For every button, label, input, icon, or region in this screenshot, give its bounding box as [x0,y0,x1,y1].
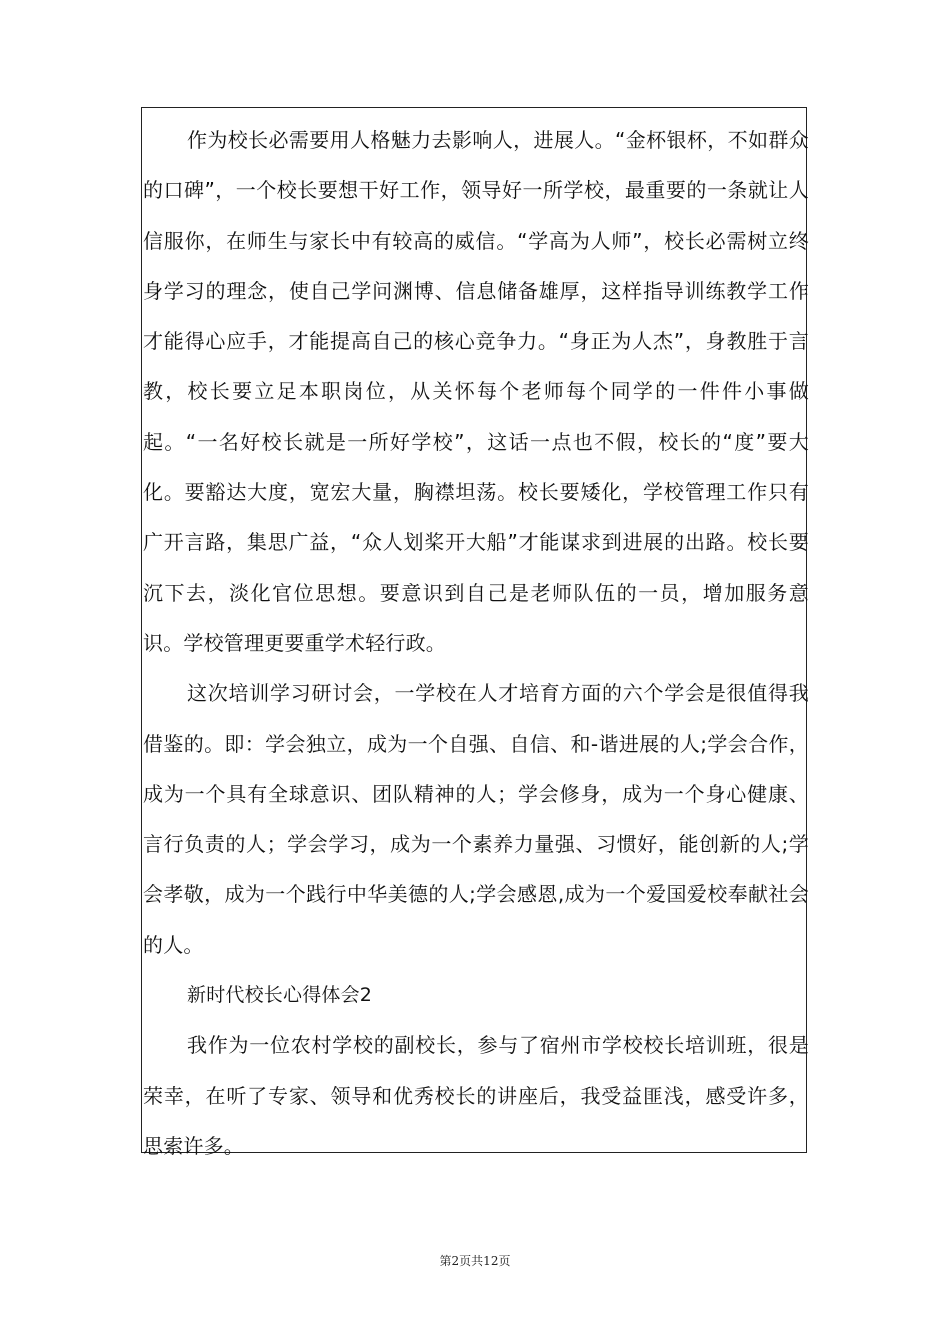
paragraph-principal-charisma: 作为校长必需要用人格魅力去影响人，进展人。“金杯银杯，不如群众的口碑”，一个校长要想干好工作，领导好一所学校，最重要的一条就让人信服你，在师生与家长中有较高的威信。“学高为人师”，校长必需树立终身学习的理念，使自己学问渊博、信息储备雄厚，这样指导训练教学工作才能得心应手，才能提高自己的核心竞争力。“身正为人杰”，身教胜于言教，校长要立足本职岗位，从关怀每个老师每个同学的一件件小事做起。“一名好校长就是一所好学校”，这话一点也不假，校长的“度”要大化。要豁达大度，宽宏大量，胸襟坦荡。校长要矮化，学校管理工作只有广开言路，集思广益，“众人划桨开大船”才能谋求到进展的出路。校长要沉下去，淡化官位思想。要意识到自己是老师队伍的一员，增加服务意识。学校管理更要重学术轻行政。 [143,128,809,655]
document-body [143,115,809,1171]
page-number-footer: 第2页共12页 [439,1254,511,1268]
section-heading: 新时代校长心得体会2 [187,984,373,1007]
paragraph-six-learnings: 这次培训学习研讨会，一学校在人才培育方面的六个学会是很值得我借鉴的。即：学会独立，成为一个自强、自信、和-谐进展的人;学会合作，成为一个具有全球意识、团队精神的人；学会修身，成为一个身心健康、言行负责的人；学会学习，成为一个素养力量强、习惯好，能创新的人;学会孝敬，成为一个践行中华美德的人;学会感恩,成为一个爱国爱校奉献社会的人。 [143,681,809,957]
paragraph-training-experience: 我作为一位农村学校的副校长，参与了宿州市学校校长培训班，很是荣幸，在听了专家、领导和优秀校长的讲座后，我受益匪浅，感受许多，思索许多。 [143,1033,809,1158]
